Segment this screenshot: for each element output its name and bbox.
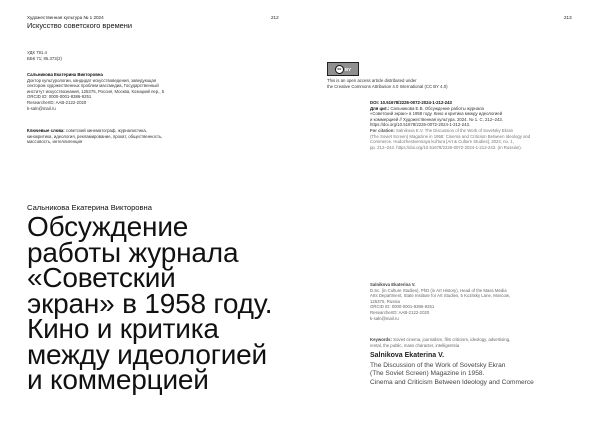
title-line: «Советский — [27, 262, 176, 293]
license-text — [327, 78, 497, 89]
cite-ru-text: «Советский экран» в 1958 году. Кино и критика между идеологией — [370, 111, 503, 117]
cite-ru-label: Для цит.: — [370, 105, 390, 111]
title-line: Кино и критика — [27, 313, 219, 344]
orcid-ru: ORCID ID: 0000-0001-8386-9251 — [27, 94, 92, 100]
title-en-line: (The Soviet Screen) Magazine in 1958. — [370, 370, 485, 378]
keywords-text: массовость, интеллигенция — [27, 139, 83, 145]
bbk-line: ББК 71; 85.373(2) — [27, 55, 62, 61]
cite-en-url[interactable]: pp. 212–243. https://doi.org/10.51678/2226-0072-2024-1-212-243. (In Russian). — [370, 144, 522, 150]
email-link-en[interactable]: k-saln@mail.ru — [370, 315, 399, 321]
author-info-ru — [27, 72, 222, 111]
udk-block — [27, 50, 62, 61]
cc-license-badge[interactable] — [327, 62, 359, 76]
author-info-en — [370, 282, 575, 321]
page-number-left: 212 — [271, 15, 279, 20]
cite-ru-text: и коммерцией // Художественная культура. 2024. № 1. С. 212–243. — [370, 116, 503, 122]
article-title-en — [370, 362, 580, 387]
author-line: институт искусствознания, 125375, Россия, Москва, Козицкий пер., 5 — [27, 88, 165, 94]
license-line: This is an open access article distributed under — [327, 78, 417, 83]
cite-en-label: For citation: — [370, 127, 395, 133]
cite-ru-text: Сальникова Е.В. Обсуждение работы журнала — [389, 105, 484, 111]
title-line: и коммерцией — [27, 364, 209, 395]
author-line: 125375, Russia — [370, 298, 400, 304]
author-line: D.Sc. (in Culture Studies), PhD (in Art History), Head of the Mass Media — [370, 287, 507, 293]
keywords-text: Soviet cinema, journalism, film criticism, ideology, advertising, — [391, 337, 511, 342]
cite-en-text: Salnikova E.V. The Discussion of the Work of Sovetsky Ekran — [394, 127, 513, 133]
keywords-ru — [27, 128, 222, 145]
title-line: Обсуждение — [27, 211, 189, 242]
page-number-right: 213 — [564, 15, 572, 20]
keywords-text: советский кинематограф, журналистика, — [64, 128, 147, 133]
researcherid-en: ResearcherID: AAB-2122-2020 — [370, 309, 430, 315]
author-line: сектором художественных проблем массмедиа, Государственный — [27, 83, 159, 89]
keywords-text: rental, the public, mass character, intelligentsia — [370, 342, 460, 348]
title-line: между идеологией — [27, 338, 267, 370]
cite-ru-url[interactable]: https://doi.org/10.51678/2226-0072-2024-1-212-243. — [370, 122, 471, 128]
author-line: Arts Department, State Institute for Art Studies, 5 Kozitsky Lane, Moscow, — [370, 293, 510, 299]
title-line: экран» в 1958 году. — [27, 287, 273, 319]
email-link-ru[interactable]: k-saln@mail.ru — [27, 105, 56, 111]
udk-line: УДК 791.4 — [27, 50, 47, 55]
doi-link[interactable]: DOI: 10.51678/2226-0072-2024-1-212-243 — [370, 100, 452, 105]
cite-en-text: (The Soviet Screen) Magazine in 1958: Cinema and Criticism Between Ideology and — [370, 133, 531, 139]
keywords-text: кинокритика, идеология, рекламирование, прокат, общественность, — [27, 133, 163, 139]
title-en-line: The Discussion of the Work of Sovetsky Ekran — [370, 362, 506, 369]
author-name-ru: Сальникова Екатерина Викторовна — [27, 72, 103, 77]
title-line: работы журнала — [27, 236, 239, 268]
author-line: Доктор культурологии, кандидат искусствоведения, заведующая — [27, 77, 157, 83]
researcherid-ru: ResearcherID: AAB-2122-2020 — [27, 99, 87, 105]
author-name-en: Salnikova Ekaterina V. — [370, 282, 416, 287]
cc-icon: cc — [335, 65, 344, 74]
keywords-label-en: Keywords: — [370, 337, 392, 342]
article-title — [27, 211, 357, 395]
orcid-en: ORCID ID: 0000-0001-8386-9251 — [370, 304, 435, 310]
by-icon: BY — [344, 66, 352, 72]
keywords-label-ru: Ключевые слова: — [27, 128, 65, 133]
citation-block — [370, 100, 575, 150]
keywords-en — [370, 337, 575, 348]
section-title: Искусство советского времени — [27, 21, 132, 30]
cite-en-text: Commerce. Hudozhestvennaya kul'tura [Art & Culture Studies], 2024, no. 1, — [370, 139, 514, 145]
article-author: Сальникова Екатерина Викторовна — [27, 203, 152, 212]
title-author-en: Salnikova Ekaterina V. — [370, 352, 445, 359]
title-en-line: Cinema and Criticism Between Ideology and Commerce — [370, 378, 534, 386]
license-line: the Creative Commons Attribution 4.0 International (CC BY 4.0) — [327, 83, 448, 89]
journal-header: Художественная культура № 1 2024 — [27, 15, 104, 20]
